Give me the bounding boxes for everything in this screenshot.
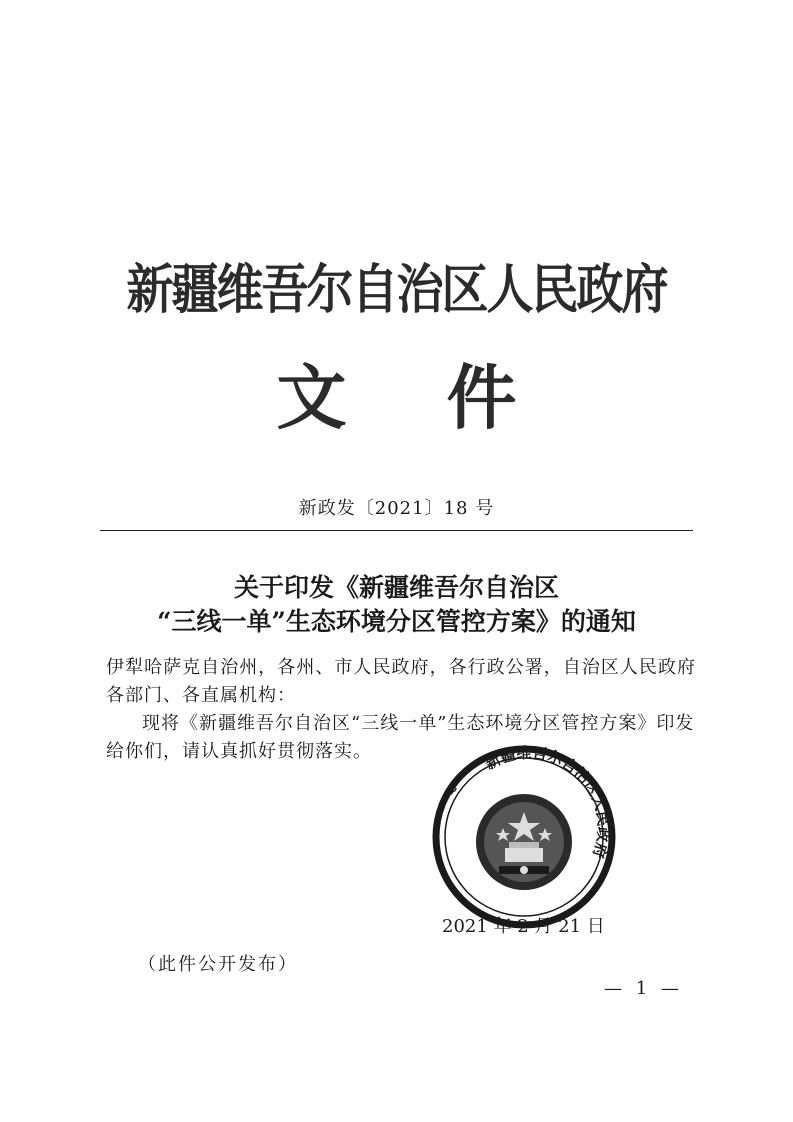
document-word-heading: 文件 [276, 357, 617, 439]
page-number: — 1 — [604, 978, 683, 999]
document-number: 新政发〔2021〕18 号 [298, 498, 495, 519]
publication-note: （此件公开发布） [138, 954, 298, 975]
issuing-authority-heading: 新疆维吾尔自治区人民政府 [126, 259, 667, 321]
official-seal-icon [429, 742, 619, 932]
recipients-list: 伊犁哈萨克自治州，各州、市人民政府，各行政公署，自治区人民政府各部门、各直属机构： [106, 657, 696, 706]
notice-title-line-1: 关于印发《新疆维吾尔自治区 [233, 573, 559, 602]
svg-text:~ ~ ~ ~ ~: ~ ~ ~ ~ ~ [429, 780, 465, 877]
header-divider [100, 530, 693, 531]
notice-title-line-2: “三线一单”生态环境分区管控方案》的通知 [157, 607, 636, 636]
issue-date: 2021 年 2 月 21 日 [442, 916, 605, 937]
body-paragraph: 现将《新疆维吾尔自治区“三线一单”生态环境分区管控方案》印发给你们，请认真抓好贯彻落实。 [106, 713, 695, 762]
seal-text: 新疆维吾尔自治区人民政府 [482, 743, 613, 861]
